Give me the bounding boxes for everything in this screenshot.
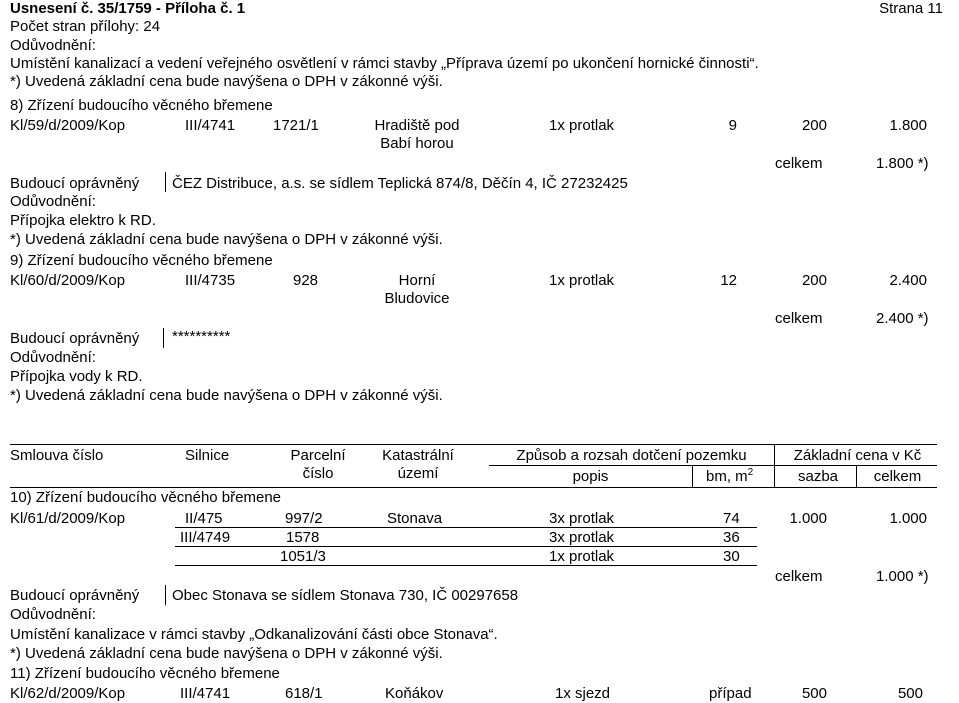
header-divider bbox=[774, 444, 775, 487]
contract-number: Kl/60/d/2009/Kop bbox=[10, 272, 126, 289]
cadastral-area: Stonava bbox=[387, 510, 443, 527]
parcel-number: 997/2 bbox=[285, 510, 323, 527]
justification-text: Umístění kanalizace v rámci stavby „Odkanalizování části obce Stonava“. bbox=[10, 626, 498, 643]
justification-text: Umístění kanalizací a vedení veřejného osvětlení v rámci stavby „Příprava území po ukončení hornické činnosti“. bbox=[10, 55, 759, 72]
item-heading: 10) Zřízení budoucího věcného břemene bbox=[10, 489, 282, 506]
road-number: III/4749 bbox=[180, 529, 231, 546]
row-rule bbox=[175, 565, 757, 566]
contract-number: Kl/61/d/2009/Kop bbox=[10, 510, 126, 527]
method: 3x protlak bbox=[549, 510, 615, 527]
table-header-bottom-rule bbox=[10, 487, 937, 488]
beneficiary-divider bbox=[163, 328, 164, 348]
col-header-parcel bbox=[268, 447, 368, 483]
total-value: 1.800 bbox=[889, 117, 927, 134]
beneficiary: ČEZ Distribuce, a.s. se sídlem Teplická 874/8, Děčín 4, IČ 27232425 bbox=[172, 175, 628, 192]
sum-value: 1.800 *) bbox=[876, 155, 929, 172]
col-header-area-line2: území bbox=[397, 465, 439, 482]
bm-value: případ bbox=[709, 685, 752, 702]
item-heading: 9) Zřízení budoucího věcného břemene bbox=[10, 252, 273, 269]
sum-label: celkem bbox=[775, 568, 823, 585]
method: 1x protlak bbox=[549, 272, 615, 289]
justification-text: Přípojka elektro k RD. bbox=[10, 212, 156, 229]
col-header-method-desc: popis bbox=[572, 468, 609, 485]
cadastral-area-line1: Hradiště pod bbox=[374, 117, 460, 134]
beneficiary: Obec Stonava se sídlem Stonava 730, IČ 00297658 bbox=[172, 587, 519, 604]
parcel-number: 1721/1 bbox=[273, 117, 319, 134]
cadastral-area-line1: Horní bbox=[398, 272, 436, 289]
justification-label: Odůvodnění: bbox=[10, 606, 96, 623]
parcel-number: 1051/3 bbox=[280, 548, 326, 565]
total-value: 1.000 bbox=[889, 510, 927, 527]
sum-label: celkem bbox=[775, 155, 823, 172]
vat-note: *) Uvedená základní cena bude navýšena o DPH v zákonné výši. bbox=[10, 73, 443, 90]
sum-value: 2.400 *) bbox=[876, 310, 929, 327]
justification-label: Odůvodnění: bbox=[10, 193, 96, 210]
beneficiary-divider bbox=[165, 585, 166, 605]
cadastral-area-line2: Babí horou bbox=[380, 135, 454, 152]
vat-note: *) Uvedená základní cena bude navýšena o DPH v zákonné výši. bbox=[10, 645, 443, 662]
beneficiary-label: Budoucí oprávněný bbox=[10, 330, 140, 347]
row-rule bbox=[175, 527, 757, 528]
bm-value: 12 bbox=[720, 272, 737, 289]
sum-label: celkem bbox=[775, 310, 823, 327]
beneficiary-label: Budoucí oprávněný bbox=[10, 587, 140, 604]
col-header-area-line1: Katastrální bbox=[382, 447, 454, 464]
col-header-bm-text: bm, m bbox=[706, 468, 748, 485]
resolution-title: Usnesení č. 35/1759 - Příloha č. 1 bbox=[10, 0, 246, 17]
rate-value: 1.000 bbox=[789, 510, 827, 527]
cadastral-area-line2: Bludovice bbox=[384, 290, 450, 307]
road-number: III/4741 bbox=[180, 685, 231, 702]
parcel-number: 928 bbox=[293, 272, 319, 289]
method: 1x sjezd bbox=[555, 685, 611, 702]
col-header-contract: Smlouva číslo bbox=[10, 447, 104, 464]
contract-number: Kl/62/d/2009/Kop bbox=[10, 685, 126, 702]
rate-value: 200 bbox=[801, 272, 827, 289]
road-number: III/4741 bbox=[185, 117, 236, 134]
col-header-price-group: Základní cena v Kč bbox=[793, 447, 922, 464]
beneficiary-label: Budoucí oprávněný bbox=[10, 175, 140, 192]
parcel-number: 1578 bbox=[286, 529, 320, 546]
justification-label: Odůvodnění: bbox=[10, 349, 96, 366]
header-divider bbox=[856, 465, 857, 487]
vat-note: *) Uvedená základní cena bude navýšena o DPH v zákonné výši. bbox=[10, 231, 443, 248]
header-divider bbox=[692, 465, 693, 487]
col-header-bm-sup: 2 bbox=[747, 467, 754, 478]
method: 1x protlak bbox=[549, 117, 615, 134]
header-inner-rule bbox=[489, 465, 937, 466]
bm-value: 74 bbox=[723, 510, 740, 527]
cadastral-area bbox=[357, 272, 477, 308]
rate-value: 500 bbox=[801, 685, 827, 702]
parcel-number: 618/1 bbox=[285, 685, 323, 702]
page-number: Strana 11 bbox=[879, 0, 943, 17]
col-header-area bbox=[370, 447, 466, 483]
vat-note: *) Uvedená základní cena bude navýšena o DPH v zákonné výši. bbox=[10, 387, 443, 404]
col-header-road: Silnice bbox=[185, 447, 230, 464]
justification-label: Odůvodnění: bbox=[10, 37, 96, 54]
row-rule bbox=[175, 546, 757, 547]
justification-text: Přípojka vody k RD. bbox=[10, 368, 143, 385]
beneficiary: ********** bbox=[172, 328, 231, 345]
sum-value: 1.000 *) bbox=[876, 568, 929, 585]
attachment-page-count: Počet stran přílohy: 24 bbox=[10, 18, 161, 35]
beneficiary-divider bbox=[165, 172, 166, 192]
col-header-rate: sazba bbox=[797, 468, 839, 485]
cadastral-area: Koňákov bbox=[385, 685, 444, 702]
cadastral-area bbox=[357, 117, 477, 153]
contract-number: Kl/59/d/2009/Kop bbox=[10, 117, 126, 134]
item-heading: 11) Zřízení budoucího věcného břemene bbox=[10, 665, 280, 682]
total-value: 2.400 bbox=[889, 272, 927, 289]
method: 3x protlak bbox=[549, 529, 615, 546]
bm-value: 9 bbox=[728, 117, 737, 134]
col-header-parcel-line2: číslo bbox=[302, 465, 334, 482]
col-header-total: celkem bbox=[873, 468, 922, 485]
col-header-bm bbox=[706, 468, 753, 486]
road-number: II/475 bbox=[185, 510, 223, 527]
total-value: 500 bbox=[897, 685, 923, 702]
bm-value: 36 bbox=[723, 529, 740, 546]
table-top-rule bbox=[10, 444, 937, 445]
bm-value: 30 bbox=[723, 548, 740, 565]
col-header-parcel-line1: Parcelní bbox=[290, 447, 346, 464]
item-heading: 8) Zřízení budoucího věcného břemene bbox=[10, 97, 273, 114]
road-number: III/4735 bbox=[185, 272, 236, 289]
col-header-method-group: Způsob a rozsah dotčení pozemku bbox=[516, 447, 747, 464]
rate-value: 200 bbox=[801, 117, 827, 134]
method: 1x protlak bbox=[549, 548, 615, 565]
